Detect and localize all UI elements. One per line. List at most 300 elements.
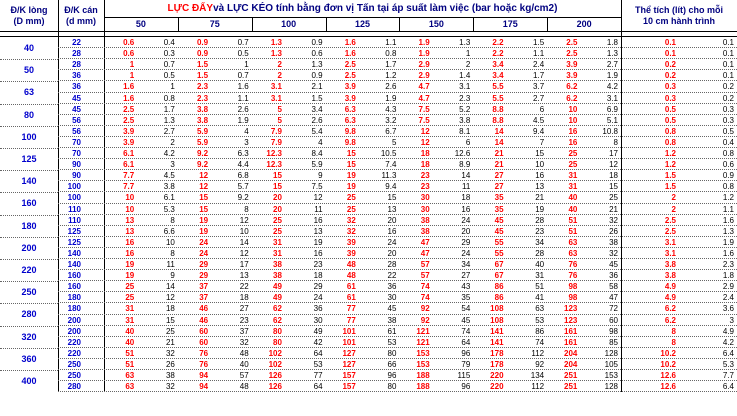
push-force-cell: 123 (564, 315, 578, 325)
push-force-cell: 62 (273, 304, 282, 314)
push-force-cell: 121 (416, 326, 430, 336)
grid-hline (104, 17, 621, 18)
pull-force-cell: 61 (387, 326, 397, 336)
rod-diameter-cell: 160 (67, 282, 81, 292)
bore-diameter-cell: 40 (23, 43, 34, 54)
pull-force-cell: 32 (609, 248, 618, 258)
push-force-cell: 45 (494, 215, 504, 225)
pull-force-cell: 0.4 (163, 38, 175, 47)
bore-diameter-cell: 320 (21, 331, 37, 342)
push-force-cell: 8.8 (492, 104, 504, 114)
push-force-cell: 24 (199, 237, 209, 247)
rod-diameter-cell: 56 (72, 126, 81, 136)
push-force-cell: 40 (125, 337, 135, 347)
push-volume-cell: 3.8 (664, 271, 676, 281)
push-force-cell: 51 (568, 226, 578, 236)
pull-force-cell: 25 (609, 193, 618, 203)
push-force-cell: 10 (568, 115, 578, 125)
pull-volume-cell: 1.2 (722, 193, 734, 203)
pull-force-cell: 2 (465, 60, 471, 70)
push-force-cell: 25 (125, 282, 135, 292)
pull-force-cell: 6.6 (163, 226, 175, 236)
bore-diameter-cell: 140 (21, 176, 37, 187)
pull-force-cell: 5.9 (311, 160, 323, 170)
pull-force-cell: 0.7 (237, 38, 249, 47)
push-force-cell: 10 (125, 204, 135, 214)
push-volume-cell: 8 (671, 337, 676, 347)
push-force-cell: 4.7 (418, 93, 430, 103)
push-force-cell: 49 (273, 282, 282, 292)
push-force-cell: 38 (273, 271, 282, 281)
pull-force-cell: 38 (609, 237, 618, 247)
pressure-title-push: LỰC ĐẨY (167, 3, 214, 14)
pull-force-cell: 12 (239, 248, 249, 258)
push-force-cell: 108 (490, 304, 504, 314)
push-force-cell: 25 (273, 226, 282, 236)
pull-force-cell: 5.2 (459, 104, 471, 114)
pull-volume-cell: 0.5 (722, 126, 734, 136)
pull-force-cell: 0.5 (163, 71, 175, 81)
pull-force-cell: 34 (535, 237, 545, 247)
rod-diameter-cell: 140 (67, 260, 81, 269)
rod-diameter-cell: 100 (67, 193, 81, 203)
pull-force-cell: 2.6 (385, 82, 397, 92)
grid-vline (178, 17, 179, 31)
push-force-cell: 47 (420, 237, 430, 247)
push-force-cell: 2.5 (123, 115, 135, 125)
push-force-cell: 23 (420, 171, 430, 181)
push-force-cell: 1 (129, 71, 135, 81)
push-force-cell: 178 (490, 348, 504, 358)
pull-force-cell: 42 (313, 337, 323, 347)
rod-diameter-cell: 28 (72, 60, 81, 70)
push-force-cell: 94 (199, 371, 209, 380)
push-force-cell: 31 (568, 182, 578, 192)
rod-diameter-cell: 140 (67, 248, 81, 258)
push-force-cell: 29 (199, 271, 209, 281)
push-force-cell: 157 (342, 382, 356, 392)
push-force-cell: 15 (273, 182, 282, 192)
pull-force-cell: 72 (609, 304, 618, 314)
pull-force-cell: 3.1 (459, 82, 471, 92)
push-force-cell: 1.6 (344, 38, 356, 47)
pull-force-cell: 45 (461, 315, 471, 325)
push-force-cell: 25 (273, 215, 282, 225)
push-force-cell: 98 (568, 282, 578, 292)
pull-force-cell: 80 (387, 348, 397, 358)
pull-force-cell: 153 (604, 371, 618, 380)
push-force-cell: 15 (346, 149, 356, 158)
push-force-cell: 3.8 (196, 115, 209, 125)
pull-force-cell: 0.7 (237, 71, 249, 81)
rod-diameter-cell: 70 (72, 137, 81, 147)
pull-force-cell: 1.1 (385, 38, 397, 47)
pull-force-cell: 14 (461, 171, 471, 181)
push-force-cell: 63 (125, 382, 135, 392)
pull-force-cell: 115 (457, 371, 471, 380)
pull-force-cell: 8 (170, 215, 175, 225)
push-force-cell: 0.9 (196, 49, 209, 59)
pull-force-cell: 13 (313, 226, 323, 236)
pull-force-cell: 96 (461, 348, 471, 358)
pull-force-cell: 11 (461, 182, 471, 192)
push-volume-cell: 3.1 (664, 248, 676, 258)
push-force-cell: 1.3 (270, 38, 282, 47)
pull-force-cell: 53 (313, 359, 323, 369)
bore-diameter-cell: 160 (21, 198, 37, 209)
pull-volume-cell: 7.7 (722, 371, 734, 380)
pull-force-cell: 13 (535, 182, 545, 192)
push-force-cell: 161 (564, 326, 578, 336)
push-volume-cell: 1.5 (664, 171, 676, 181)
pull-volume-cell: 1.9 (722, 237, 734, 247)
push-force-cell: 12.3 (266, 149, 282, 158)
pull-force-cell: 2.7 (606, 60, 618, 70)
pull-force-cell: 48 (239, 348, 249, 358)
pull-force-cell: 24 (461, 248, 471, 258)
push-volume-cell: 1.2 (664, 149, 676, 158)
pull-force-cell: 36 (313, 304, 323, 314)
pull-force-cell: 1.3 (311, 60, 323, 70)
pull-volume-cell: 5.3 (722, 359, 734, 369)
pull-volume-cell: 2.9 (722, 282, 734, 292)
push-force-cell: 37 (199, 293, 209, 303)
push-force-cell: 14 (494, 126, 504, 136)
rod-diameter-cell: 125 (67, 237, 81, 247)
push-force-cell: 63 (568, 237, 578, 247)
pull-force-cell: 14 (165, 282, 175, 292)
pull-force-cell: 86 (535, 326, 545, 336)
pull-force-cell: 27 (239, 304, 249, 314)
pull-force-cell: 3 (170, 160, 175, 170)
pull-force-cell: 96 (387, 371, 397, 380)
pull-force-cell: 9.2 (237, 193, 249, 203)
push-force-cell: 3.9 (123, 137, 135, 147)
push-force-cell: 19 (125, 260, 135, 269)
push-force-cell: 38 (273, 260, 282, 269)
push-force-cell: 2 (277, 71, 282, 81)
bore-diameter-cell: 200 (21, 242, 37, 253)
pull-force-cell: 92 (535, 359, 545, 369)
rod-diameter-header: Đ/K cán (d mm) (64, 4, 98, 26)
pull-force-cell: 10 (535, 160, 545, 170)
push-force-cell: 27 (494, 171, 504, 181)
push-volume-cell: 8 (671, 326, 676, 336)
push-volume-cell: 3.8 (664, 260, 676, 269)
rod-diameter-cell: 90 (72, 171, 81, 181)
push-volume-cell: 1.5 (664, 182, 676, 192)
pull-force-cell: 5.3 (163, 204, 175, 214)
pull-force-cell: 47 (609, 293, 618, 303)
push-force-cell: 16 (568, 126, 578, 136)
push-force-cell: 39 (346, 237, 356, 247)
pull-force-cell: 3.8 (459, 115, 471, 125)
pull-force-cell: 29 (461, 237, 471, 247)
push-force-cell: 141 (490, 326, 504, 336)
push-force-cell: 46 (199, 304, 209, 314)
push-force-cell: 25 (125, 293, 135, 303)
push-force-cell: 3.9 (344, 82, 356, 92)
pull-force-cell: 6.7 (385, 126, 397, 136)
pull-force-cell: 64 (313, 382, 323, 392)
pull-force-cell: 48 (239, 382, 249, 392)
push-force-cell: 76 (568, 271, 578, 281)
pull-force-cell: 1.3 (459, 38, 471, 47)
pull-force-cell: 1.1 (237, 93, 249, 103)
push-volume-cell: 0.5 (664, 104, 676, 114)
push-force-cell: 62 (273, 315, 282, 325)
pull-volume-cell: 0.2 (722, 82, 734, 92)
pull-volume-cell: 3 (729, 315, 734, 325)
pull-force-cell: 11 (314, 204, 323, 214)
push-force-cell: 80 (273, 337, 282, 347)
pull-force-cell: 10 (165, 237, 175, 247)
pull-force-cell: 16 (387, 226, 397, 236)
push-force-cell: 38 (420, 215, 430, 225)
push-force-cell: 2.2 (492, 38, 504, 47)
push-force-cell: 38 (420, 226, 430, 236)
push-force-cell: 7.9 (270, 126, 282, 136)
push-force-cell: 46 (199, 315, 209, 325)
pull-force-cell: 3.4 (311, 104, 323, 114)
pull-force-cell: 8.4 (311, 149, 323, 158)
push-force-cell: 31 (125, 315, 135, 325)
pull-force-cell: 1.6 (237, 82, 249, 92)
pull-force-cell: 26 (609, 226, 618, 236)
pull-volume-cell: 0.1 (722, 71, 734, 81)
push-force-cell: 19 (346, 171, 356, 181)
push-force-cell: 49 (273, 293, 282, 303)
push-force-cell: 29 (199, 260, 209, 269)
push-volume-cell: 0.3 (664, 82, 676, 92)
pull-volume-cell: 0.1 (722, 38, 734, 47)
push-force-cell: 12 (420, 126, 430, 136)
pull-force-cell: 21 (165, 337, 175, 347)
rod-diameter-cell: 180 (67, 304, 81, 314)
push-force-cell: 123 (564, 304, 578, 314)
pull-force-cell: 43 (461, 282, 471, 292)
pull-force-cell: 32 (165, 348, 175, 358)
push-force-cell: 157 (342, 371, 356, 380)
pull-force-cell: 16 (313, 215, 323, 225)
push-volume-cell: 12.6 (660, 371, 676, 380)
pull-force-cell: 8 (170, 248, 175, 258)
push-force-cell: 32 (346, 215, 356, 225)
push-volume-cell: 0.3 (664, 93, 676, 103)
pull-force-cell: 1.7 (533, 71, 545, 81)
pull-force-cell: 51 (535, 282, 545, 292)
push-volume-cell: 2.5 (664, 226, 676, 236)
pull-force-cell: 6 (539, 104, 545, 114)
pull-force-cell: 6 (465, 137, 471, 147)
rod-diameter-cell: 36 (72, 82, 81, 92)
pull-force-cell: 15 (535, 149, 545, 158)
push-force-cell: 251 (564, 371, 578, 380)
push-force-cell: 3.9 (566, 71, 578, 81)
pull-force-cell: 12 (239, 215, 249, 225)
pull-force-cell: 66 (387, 359, 397, 369)
rod-diameter-cell: 110 (68, 215, 81, 225)
pull-force-cell: 32 (609, 215, 618, 225)
pull-volume-cell: 2.4 (722, 293, 734, 303)
push-force-cell: 1.9 (418, 38, 430, 47)
push-force-cell: 1.6 (344, 49, 356, 59)
pull-force-cell: 2.7 (163, 126, 175, 136)
pull-force-cell: 1.5 (311, 93, 323, 103)
push-force-cell: 25 (568, 160, 578, 170)
rod-diameter-cell: 280 (67, 382, 81, 392)
pull-force-cell: 74 (461, 326, 471, 336)
bore-diameter-cell: 360 (21, 353, 37, 364)
rod-diameter-cell: 220 (67, 337, 81, 347)
pressure-header-100: 100 (281, 18, 297, 29)
push-force-cell: 40 (125, 326, 135, 336)
pull-force-cell: 9 (318, 171, 323, 181)
pull-force-cell: 9.4 (385, 182, 397, 192)
push-force-cell: 7.9 (270, 137, 282, 147)
bore-diameter-cell: 63 (23, 87, 34, 98)
rod-diameter-cell: 45 (72, 93, 81, 103)
pull-force-cell: 96 (461, 382, 471, 392)
push-force-cell: 2.9 (418, 60, 430, 70)
pull-force-cell: 4 (244, 126, 249, 136)
push-volume-cell: 0.8 (664, 137, 676, 147)
pull-force-cell: 40 (239, 359, 249, 369)
pull-volume-cell: 4.9 (722, 326, 734, 336)
bore-diameter-cell: 400 (21, 376, 37, 387)
pull-force-cell: 10 (239, 226, 249, 236)
push-force-cell: 1 (129, 60, 135, 70)
push-force-cell: 15 (346, 160, 356, 170)
pull-force-cell: 58 (609, 282, 618, 292)
push-force-cell: 25 (346, 204, 356, 214)
pull-force-cell: 28 (387, 260, 397, 269)
rod-diameter-cell: 200 (67, 315, 81, 325)
pull-force-cell: 19 (313, 237, 323, 247)
push-force-cell: 5.5 (492, 82, 504, 92)
pull-force-cell: 1.9 (606, 71, 618, 81)
grid-vline (326, 17, 327, 31)
pull-force-cell: 74 (535, 337, 545, 347)
pull-force-cell: 36 (387, 282, 397, 292)
pull-force-cell: 37 (239, 326, 249, 336)
pull-force-cell: 5.7 (237, 182, 249, 192)
pull-force-cell: 63 (535, 304, 545, 314)
pull-force-cell: 19 (535, 204, 545, 214)
pull-force-cell: 12 (313, 193, 323, 203)
rod-diameter-cell: 36 (72, 71, 81, 81)
pull-force-cell: 8 (613, 137, 618, 147)
push-force-cell: 0.6 (123, 38, 135, 47)
pull-force-cell: 1 (244, 60, 249, 70)
push-force-cell: 35 (494, 204, 504, 214)
pull-force-cell: 25 (165, 326, 175, 336)
push-volume-cell: 12.6 (660, 382, 676, 392)
pull-force-cell: 22 (239, 282, 249, 292)
pull-volume-cell: 0.1 (722, 49, 734, 59)
pull-force-cell: 31 (535, 271, 545, 281)
pull-force-cell: 23 (313, 260, 323, 269)
push-force-cell: 92 (420, 304, 430, 314)
push-force-cell: 220 (490, 382, 504, 392)
push-force-cell: 47 (420, 248, 430, 258)
push-force-cell: 2.9 (418, 71, 430, 81)
bore-diameter-cell: 80 (23, 109, 34, 120)
rod-diameter-cell: 100 (67, 182, 81, 192)
pull-volume-cell: 0.8 (722, 149, 734, 158)
push-force-cell: 15 (273, 171, 282, 181)
pull-force-cell: 26 (165, 359, 175, 369)
push-force-cell: 141 (490, 337, 504, 347)
push-force-cell: 102 (268, 348, 282, 358)
push-force-cell: 121 (416, 337, 430, 347)
pull-volume-cell: 0.4 (722, 137, 734, 147)
pull-force-cell: 18 (239, 293, 249, 303)
pull-force-cell: 2.6 (311, 115, 323, 125)
push-force-cell: 6.1 (123, 149, 135, 158)
pull-force-cell: 22 (387, 271, 397, 281)
push-force-cell: 57 (420, 260, 430, 269)
push-force-cell: 188 (416, 382, 430, 392)
pull-volume-cell: 0.3 (722, 115, 734, 125)
pull-force-cell: 15 (609, 182, 618, 192)
pull-force-cell: 12.6 (454, 149, 471, 158)
push-force-cell: 31 (568, 171, 578, 181)
pull-force-cell: 128 (604, 382, 618, 392)
pull-force-cell: 7 (539, 137, 545, 147)
pressure-header-50: 50 (135, 18, 146, 29)
pull-force-cell: 28 (535, 248, 545, 258)
pull-force-cell: 30 (313, 315, 323, 325)
pull-force-cell: 112 (531, 382, 545, 392)
pull-volume-cell: 6.4 (722, 348, 734, 358)
push-volume-cell: 0.5 (664, 115, 676, 125)
push-force-cell: 2.5 (344, 71, 356, 81)
pull-volume-cell: 1.8 (722, 271, 734, 281)
grid-vline (252, 17, 253, 31)
pull-force-cell: 1.4 (459, 71, 471, 81)
push-force-cell: 12 (199, 171, 209, 181)
pull-force-cell: 16 (313, 248, 323, 258)
rod-diameter-cell: 180 (67, 293, 81, 303)
push-force-cell: 74 (420, 282, 430, 292)
push-force-cell: 24 (199, 248, 209, 258)
push-force-cell: 51 (568, 215, 578, 225)
pull-force-cell: 2.4 (533, 60, 545, 70)
push-force-cell: 5.9 (196, 126, 209, 136)
push-force-cell: 5 (277, 115, 282, 125)
pull-force-cell: 12 (165, 293, 175, 303)
pressure-title-rest: và LỰC KÉO tính bằng đơn vị Tấn tại áp suất làm việc (bar hoặc kg/cm2) (213, 3, 558, 14)
push-force-cell: 9.2 (196, 149, 209, 158)
push-force-cell: 5.5 (492, 93, 504, 103)
pull-force-cell: 2 (170, 137, 175, 147)
push-force-cell: 48 (346, 271, 356, 281)
pull-force-cell: 23 (239, 315, 249, 325)
pull-force-cell: 30 (387, 293, 397, 303)
push-force-cell: 86 (494, 282, 504, 292)
bore-diameter-cell: 100 (21, 131, 37, 142)
pull-volume-cell: 1.6 (722, 215, 734, 225)
push-force-cell: 126 (268, 371, 282, 380)
pull-force-cell: 15 (387, 193, 397, 203)
push-force-cell: 1.9 (418, 49, 430, 59)
push-force-cell: 8.8 (492, 115, 504, 125)
push-force-cell: 126 (268, 382, 282, 392)
push-force-cell: 3.8 (196, 104, 209, 114)
push-force-cell: 40 (568, 193, 578, 203)
pull-force-cell: 18 (165, 304, 175, 314)
